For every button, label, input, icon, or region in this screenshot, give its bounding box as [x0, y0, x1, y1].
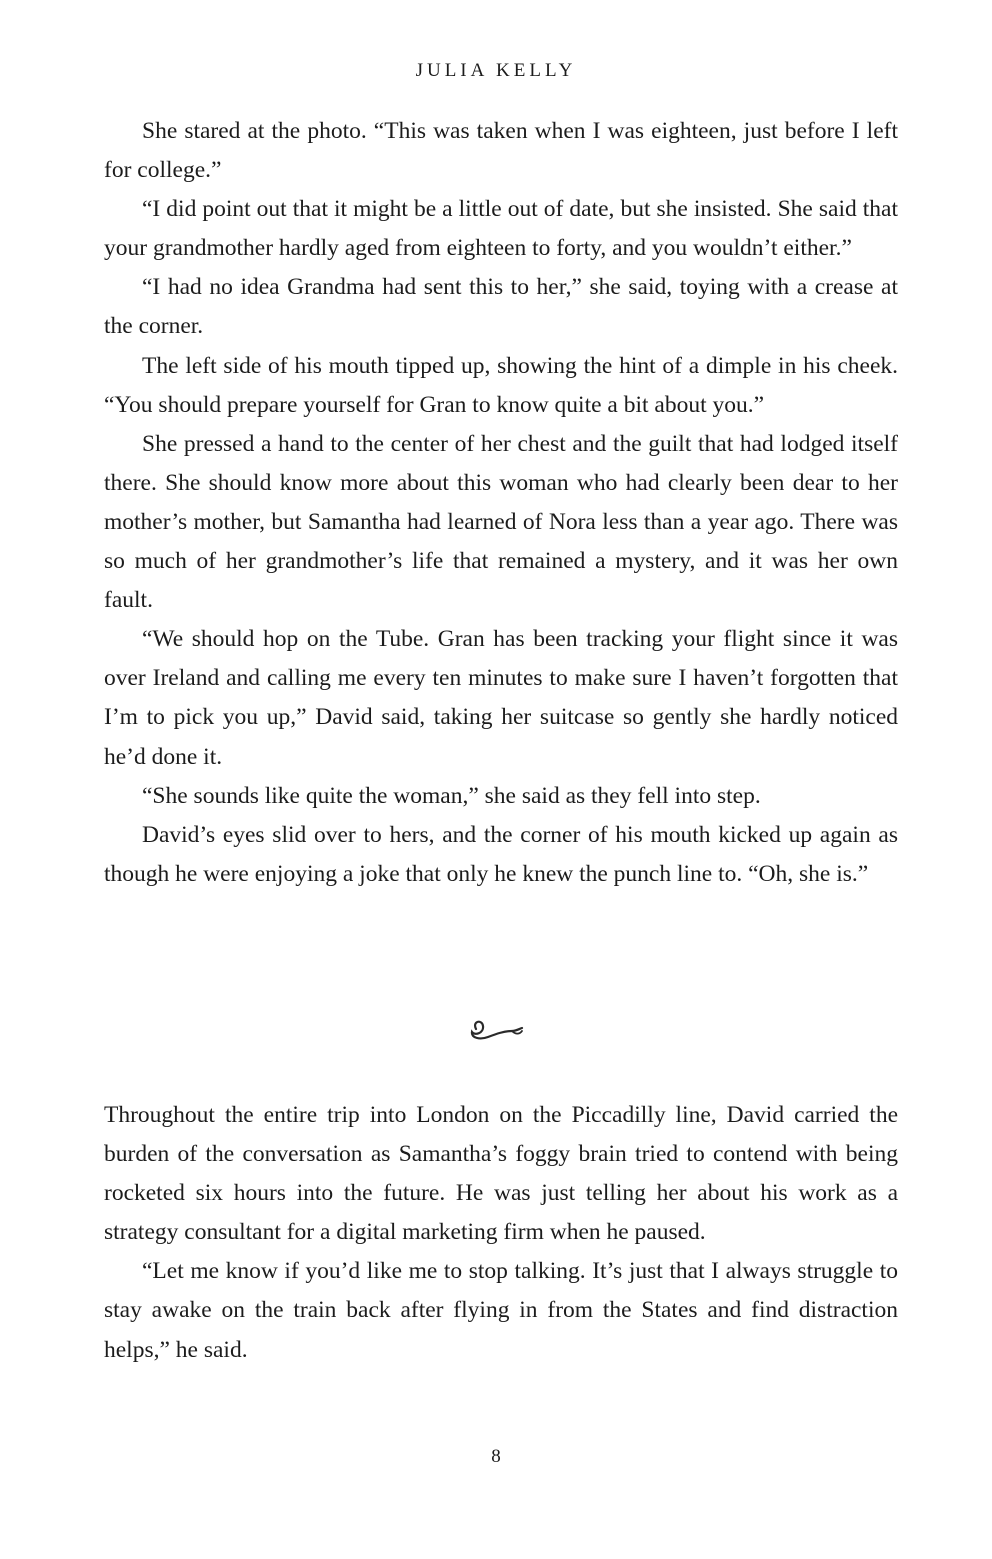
- paragraph: David’s eyes slid over to hers, and the corner of his mouth kicked up again as though he were enjoying a joke that only he knew the punch line to. “Oh, she is.”: [104, 821, 898, 887]
- page-number: 8: [491, 1446, 501, 1467]
- paragraph: “We should hop on the Tube. Gran has been tracking your flight since it was over Ireland and calling me every ten minutes to make sure I haven’t forgotten that I’m to pick you up,” David said, taking her suitcase so gently she hardly noticed he’d done it.: [104, 626, 898, 770]
- paragraph: The left side of his mouth tipped up, showing the hint of a dimple in his cheek. “You should prepare yourself for Gran to know quite a bit about you.”: [104, 352, 898, 418]
- paragraph: She pressed a hand to the center of her chest and the guilt that had lodged itself there. She should know more about this woman who had clearly been dear to her mother’s mother, but Samantha had learned of Nora less than a year ago. There was so much of her grandmother’s life that remained a mystery, and it was her own fault.: [104, 430, 898, 614]
- flourish-ornament-icon: [466, 1016, 528, 1046]
- paragraph: “I had no idea Grandma had sent this to her,” she said, toying with a crease at the corner.: [104, 274, 898, 340]
- running-head: JULIA KELLY: [415, 60, 577, 81]
- paragraph: Throughout the entire trip into London on the Piccadilly line, David carried the burden of the conversation as Samantha’s foggy brain tried to contend with being rocketed six hours into the future. He was just telling her about his work as a strategy consultant for a digital marketing firm when he paused.: [104, 1102, 898, 1246]
- paragraph: “Let me know if you’d like me to stop talking. It’s just that I always struggle to stay awake on the train back after flying in from the States and find distraction helps,” he said.: [104, 1258, 898, 1363]
- section-two: [104, 1096, 898, 1370]
- section-one: [104, 112, 898, 894]
- paragraph: “She sounds like quite the woman,” she said as they fell into step.: [142, 782, 761, 809]
- paragraph: She stared at the photo. “This was taken when I was eighteen, just before I left for college.”: [104, 118, 898, 184]
- paragraph: “I did point out that it might be a little out of date, but she insisted. She said that your grandmother hardly aged from eighteen to forty, and you wouldn’t either.”: [104, 196, 898, 262]
